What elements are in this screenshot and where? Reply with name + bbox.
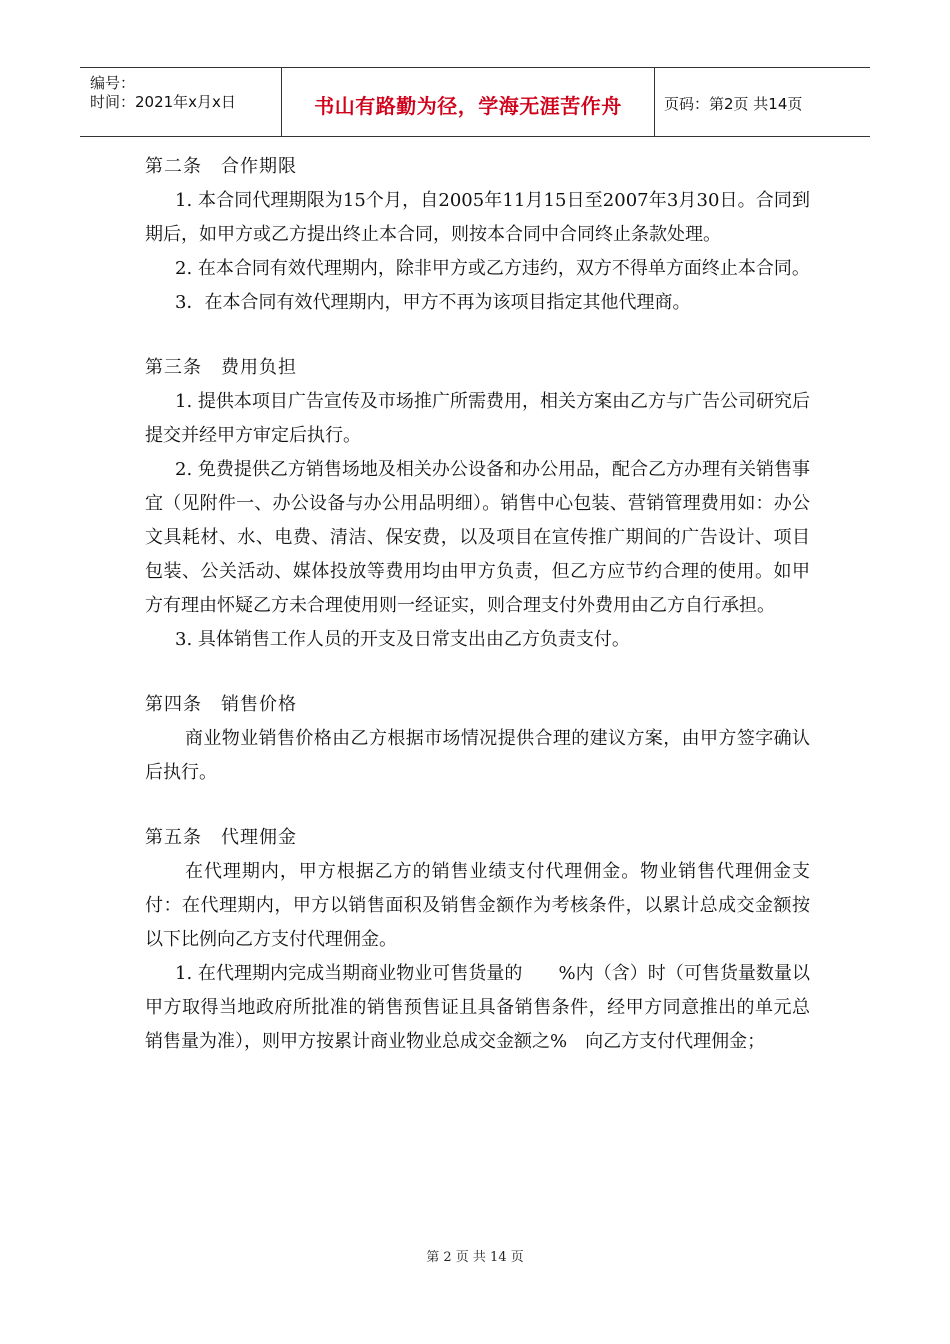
- serial-number-label: 编号：: [90, 74, 136, 92]
- article-3-item-2: 2. 免费提供乙方销售场地及相关办公设备和办公用品，配合乙方办理有关销售事宜（见附件一、办公设备与办公用品明细）。销售中心包装、营销管理费用如：办公文具耗材、水、电费、清洁、保安费，以及项目在宣传推广期间的广告设计、项目包装、公关活动、媒体投放等费用均由甲方负责，但乙方应节约合理的使用。如甲方有理由怀疑乙方未合理使用则一经证实，则合理支付外费用由乙方自行承担。: [145, 459, 810, 616]
- article-3-heading: 第三条 费用负担: [145, 357, 297, 378]
- article-5-paragraph: 在代理期内，甲方根据乙方的销售业绩支付代理佣金。物业销售代理佣金支付：在代理期内，甲方以销售面积及销售金额作为考核条件，以累计总成交金额按以下比例向乙方支付代理佣金。: [145, 861, 810, 950]
- article-2-item-2: 2. 在本合同有效代理期内，除非甲方或乙方违约，双方不得单方面终止本合同。: [175, 258, 810, 279]
- article-4-heading: 第四条 销售价格: [145, 694, 297, 715]
- header-motto: 书山有路勤为径，学海无涯苦作舟: [314, 94, 622, 118]
- page-footer: 第 2 页 共 14 页: [426, 1250, 524, 1265]
- page-code-label: 页码：第2页 共14页: [664, 95, 803, 113]
- document-header: [80, 67, 870, 137]
- article-5-item-1: 1. 在代理期内完成当期商业物业可售货量的 %内（含）时（可售货量数量以甲方取得当地政府所批准的销售预售证且具备销售条件，经甲方同意推出的单元总销售量为准），则甲方按累计商业物业总成交金额之% 向乙方支付代理佣金；: [145, 963, 810, 1052]
- article-3-item-3: 3. 具体销售工作人员的开支及日常支出由乙方负责支付。: [175, 629, 630, 650]
- document-body: [145, 150, 810, 1059]
- article-3-item-1: 1. 提供本项目广告宣传及市场推广所需费用，相关方案由乙方与广告公司研究后提交并经甲方审定后执行。: [145, 391, 810, 446]
- header-left-cell: [80, 68, 280, 136]
- article-2-item-1: 1. 本合同代理期限为15个月，自2005年11月15日至2007年3月30日。合同到期后，如甲方或乙方提出终止本合同，则按本合同中合同终止条款处理。: [145, 190, 810, 245]
- article-5-heading: 第五条 代理佣金: [145, 827, 297, 848]
- header-motto-cell: [281, 68, 655, 136]
- article-4-paragraph: 商业物业销售价格由乙方根据市场情况提供合理的建议方案，由甲方签字确认后执行。: [145, 728, 810, 783]
- article-2-heading: 第二条 合作期限: [145, 156, 297, 177]
- header-right-cell: [654, 68, 870, 136]
- time-label: 时间：2021年x月x日: [90, 93, 236, 111]
- article-2-item-3: 3．在本合同有效代理期内，甲方不再为该项目指定其他代理商。: [175, 292, 691, 313]
